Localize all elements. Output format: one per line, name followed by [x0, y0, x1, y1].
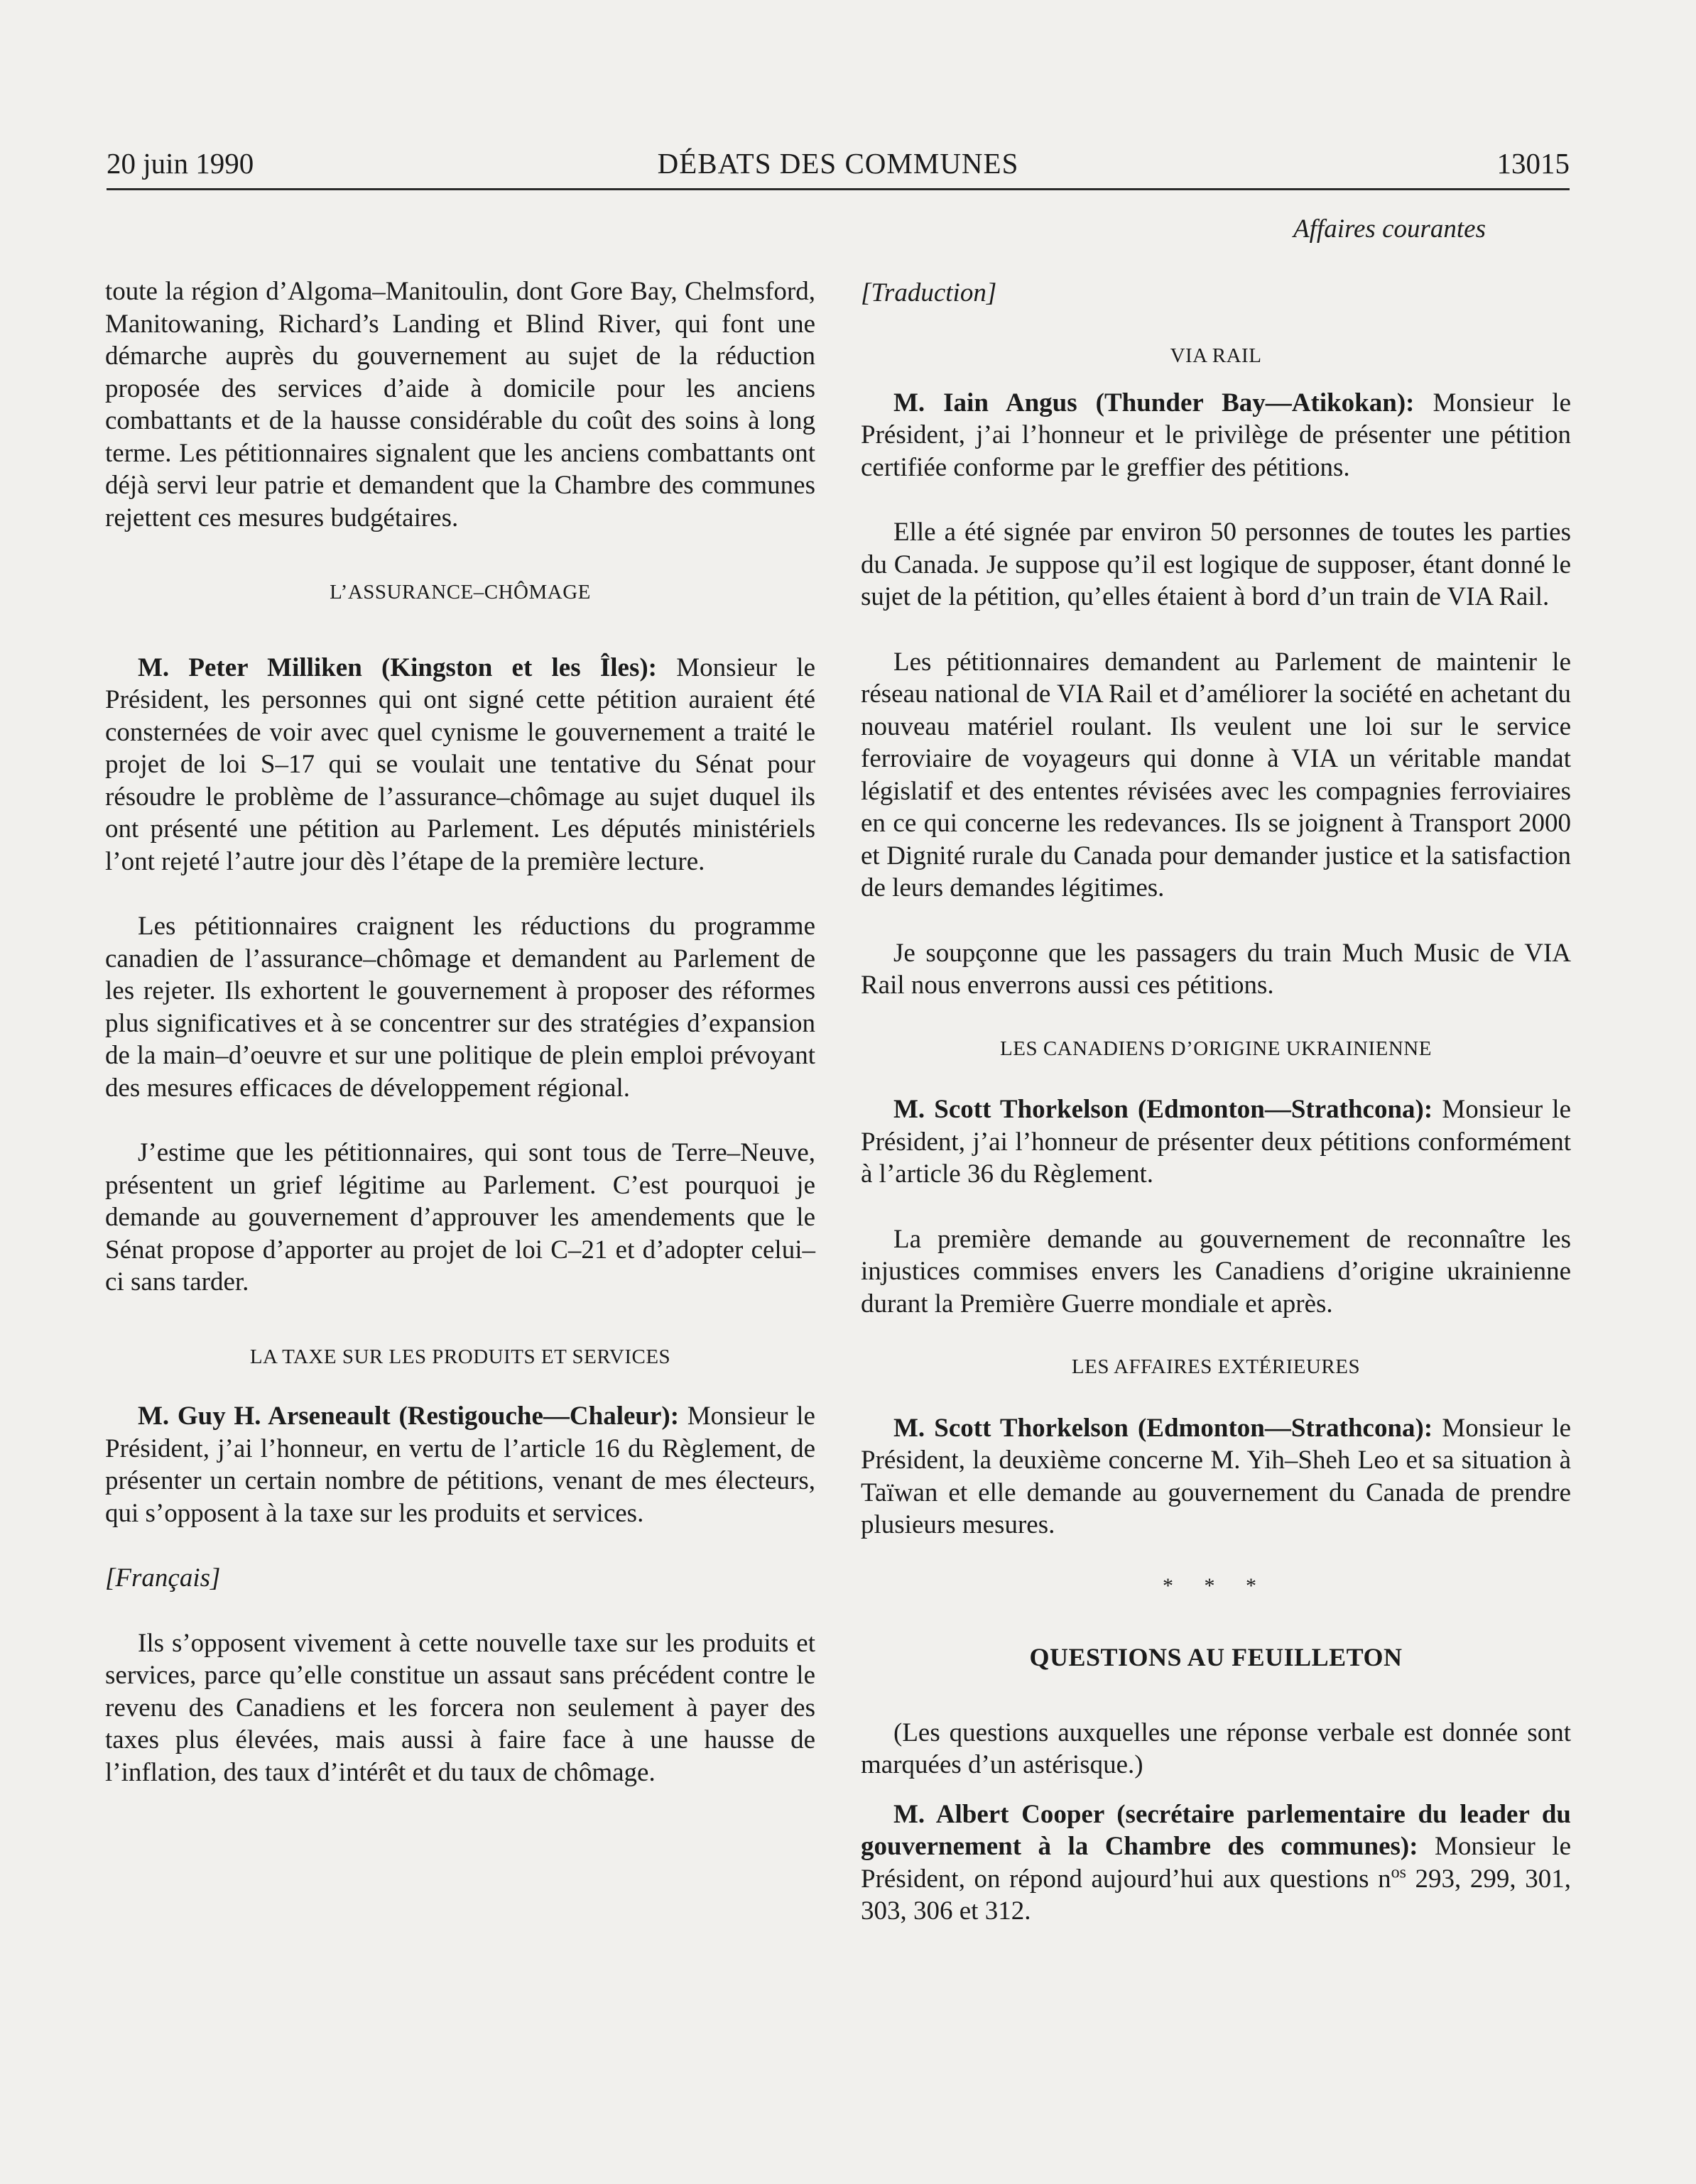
speech-text: Monsieur le Président, j’ai l’honneur de présenter deux pétitions conformément à l’article 36 du Règlement. — [861, 1095, 1571, 1189]
section-heading: LES AFFAIRES EXTÉRIEURES — [1071, 1355, 1361, 1378]
speaker-name: M. Scott Thorkelson (Edmonton—Strathcona): — [893, 1095, 1433, 1124]
section-heading: VIA RAIL — [1170, 344, 1262, 367]
paragraph — [861, 1412, 1571, 1541]
section-heading: LA TAXE SUR LES PRODUITS ET SERVICES — [249, 1345, 671, 1368]
paragraph: Je soupçonne que les passagers du train Much Music de VIA Rail nous enverrons aussi ces pétitions. — [861, 938, 1571, 1000]
speaker-name: M. Guy H. Arseneault (Restigouche—Chaleur): — [138, 1402, 680, 1431]
paragraph: Elle a été signée par environ 50 personnes de toutes les parties du Canada. Je suppose qu’il est logique de supposer, étant donné le sujet de la pétition, qu’elles étaient à bord d’un train de VIA Rail. — [861, 518, 1571, 611]
section-separator: * * * — [1163, 1573, 1269, 1598]
speaker-name: M. Peter Milliken (Kingston et les Îles): — [138, 653, 657, 682]
left-column — [105, 213, 815, 1789]
language-note: [Français] — [105, 1563, 221, 1593]
speaker-name: M. Scott Thorkelson (Edmonton—Strathcona): — [893, 1413, 1433, 1443]
speech-text: Monsieur le Président, j’ai l’honneur et le privilège de présenter une pétition certifiée conforme par le greffier des pétitions. — [861, 388, 1571, 482]
paragraph — [861, 1093, 1571, 1191]
speaker-name: M. Iain Angus (Thunder Bay—Atikokan): — [893, 388, 1415, 417]
speech-text: Monsieur le Président, on répond aujourd’hui aux questions n — [861, 1832, 1571, 1894]
paragraph — [861, 1798, 1571, 1928]
speaker-name: M. Albert Cooper (secrétaire parlementaire du leader du gouvernement à la Chambre des communes): — [861, 1799, 1571, 1861]
paragraph — [861, 387, 1571, 484]
header-page-number: 13015 — [1496, 147, 1570, 180]
speech-text: Monsieur le Président, j’ai l’honneur, en vertu de l’article 16 du Règlement, de présenter un certain nombre de pétitions, venant de mes électeurs, qui s’opposent à la taxe sur les produits et services. — [105, 1402, 815, 1528]
paragraph: toute la région d’Algoma–Manitoulin, dont Gore Bay, Chelmsford, Manitowaning, Richard’s Landing et Blind River, qui font une démarche auprès du gouvernement au sujet de la réduction proposée des services d’aide à domicile pour les anciens combattants et de la hausse considérable du coût des soins à long terme. Les pétitionnaires signalent que les anciens combattants ont déjà servi leur patrie et demandent que la Chambre des communes rejettent ces mesures budgétaires. — [105, 277, 815, 533]
paragraph: Les pétitionnaires craignent les réductions du programme canadien de l’assurance–chômage et demandent au Parlement de les rejeter. Ils exhortent le gouvernement à proposer des réformes plus significatives et à se concentrer sur des stratégies d’expansion de la main–d’oeuvre et sur une politique de plein emploi prévoyant des mesures efficaces de développement régional. — [105, 912, 815, 1103]
superscript: os — [1391, 1863, 1406, 1882]
paragraph — [105, 1400, 815, 1529]
paragraph: J’estime que les pétitionnaires, qui sont tous de Terre–Neuve, présentent un grief légitime au Parlement. C’est pourquoi je demande au gouvernement d’approuver les amendements que le Sénat propose d’apporter au projet de loi C–21 et d’adopter celui–ci sans tarder. — [105, 1138, 815, 1296]
header-title: DÉBATS DES COMMUNES — [657, 147, 1019, 180]
speech-text: 293, 299, 301, 303, 306 et 312. — [861, 1864, 1571, 1926]
right-column — [861, 213, 1571, 1928]
major-heading: QUESTIONS AU FEUILLETON — [1029, 1643, 1403, 1671]
paragraph: La première demande au gouvernement de reconnaître les injustices commises envers les Canadiens d’origine ukrainienne durant la Première Guerre mondiale et après. — [861, 1224, 1571, 1318]
paragraph: Ils s’opposent vivement à cette nouvelle taxe sur les produits et services, parce qu’elle constitue un assaut sans précédent contre le revenu des Canadiens et les forcera non seulement à payer des taxes plus élevées, mais aussi à faire face à une hausse de l’inflation, des taux d’intérêt et du taux de chômage. — [105, 1628, 815, 1787]
page-header — [107, 146, 1570, 190]
language-note: [Traduction] — [861, 278, 997, 307]
paragraph: Les pétitionnaires demandent au Parlement de maintenir le réseau national de VIA Rail et d’améliorer la société en achetant du nouveau matériel roulant. Ils veulent une loi sur le service ferroviaire de voyageurs qui donne à VIA un véritable mandat législatif et des ententes révisées avec les compagnies ferroviaires en ce qui concerne les redevances. Ils se joignent à Transport 2000 et Dignité rurale du Canada pour demander justice et la satisfaction de leurs demandes légitimes. — [861, 647, 1571, 902]
section-heading: L’ASSURANCE–CHÔMAGE — [330, 581, 591, 604]
paragraph — [105, 652, 815, 878]
section-heading: LES CANADIENS D’ORIGINE UKRAINIENNE — [1000, 1037, 1432, 1060]
speech-text: Monsieur le Président, la deuxième concerne M. Yih–Sheh Leo et sa situation à Taïwan et elle demande au gouvernement du Canada de prendre plusieurs mesures. — [861, 1413, 1571, 1539]
header-date: 20 juin 1990 — [107, 147, 254, 180]
paragraph: (Les questions auxquelles une réponse verbale est donnée sont marquées d’un astérisque.) — [861, 1718, 1571, 1779]
speech-text: Monsieur le Président, les personnes qui ont signé cette pétition auraient été consternées de voir avec quel cynisme le gouvernement a traité le projet de loi S–17 qui se voulait une tentative du Sénat pour résoudre le problème de l’assurance–chômage au sujet duquel ils ont présenté une pétition au Parlement. Les députés ministériels l’ont rejeté l’autre jour dès l’étape de la première lecture. — [105, 653, 815, 876]
section-label: Affaires courantes — [1293, 214, 1486, 244]
